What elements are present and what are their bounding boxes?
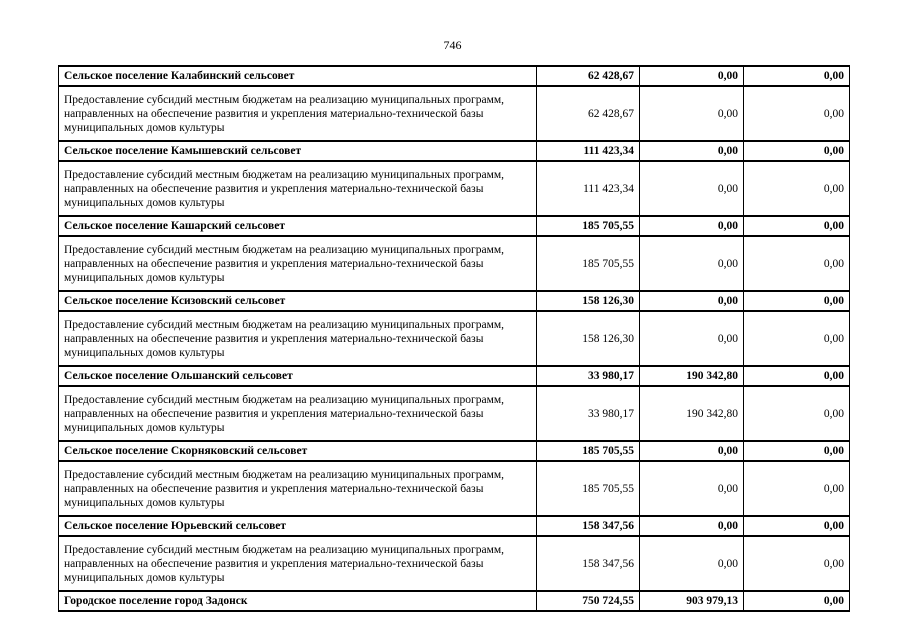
amount-year-1: 158 347,56 [537,536,640,591]
subsidy-row [59,311,850,366]
amount-year-3: 0,00 [744,536,850,591]
subsidy-row [59,461,850,516]
settlement-name: Сельское поселение Кашарский сельсовет [59,216,537,236]
settlement-name: Сельское поселение Ольшанский сельсовет [59,366,537,386]
subsidy-description: Предоставление субсидий местным бюджетам на реализацию муниципальных программ, направленных на обеспечение развития и укрепления материально-технической базы муниципальных домов культуры [59,161,537,216]
amount-year-3: 0,00 [744,386,850,441]
settlement-row [59,591,850,611]
amount-year-1: 750 724,55 [537,591,640,611]
subsidy-description: Предоставление субсидий местным бюджетам на реализацию муниципальных программ, направленных на обеспечение развития и укрепления материально-технической базы муниципальных домов культуры [59,86,537,141]
subsidy-description: Предоставление субсидий местным бюджетам на реализацию муниципальных программ, направленных на обеспечение развития и укрепления материально-технической базы муниципальных домов культуры [59,461,537,516]
amount-year-2: 190 342,80 [640,366,744,386]
page-number: 746 [443,38,462,52]
amount-year-2: 0,00 [640,236,744,291]
subsidy-description: Предоставление субсидий местным бюджетам на реализацию муниципальных программ, направленных на обеспечение развития и укрепления материально-технической базы муниципальных домов культуры [59,236,537,291]
amount-year-1: 185 705,55 [537,441,640,461]
amount-year-3: 0,00 [744,236,850,291]
settlement-name: Сельское поселение Скорняковский сельсовет [59,441,537,461]
settlement-row [59,66,850,86]
amount-year-1: 158 126,30 [537,311,640,366]
subsidy-description: Предоставление субсидий местным бюджетам на реализацию муниципальных программ, направленных на обеспечение развития и укрепления материально-технической базы муниципальных домов культуры [59,536,537,591]
amount-year-2: 0,00 [640,141,744,161]
amount-year-1: 158 126,30 [537,291,640,311]
amount-year-3: 0,00 [744,86,850,141]
settlement-name: Сельское поселение Юрьевский сельсовет [59,516,537,536]
amount-year-2: 0,00 [640,311,744,366]
subsidy-row [59,161,850,216]
subsidy-row [59,236,850,291]
amount-year-2: 903 979,13 [640,591,744,611]
settlement-row [59,516,850,536]
amount-year-2: 0,00 [640,216,744,236]
amount-year-2: 0,00 [640,441,744,461]
settlement-row [59,441,850,461]
amount-year-3: 0,00 [744,441,850,461]
amount-year-1: 185 705,55 [537,216,640,236]
amount-year-3: 0,00 [744,216,850,236]
amount-year-1: 111 423,34 [537,141,640,161]
settlement-row [59,366,850,386]
settlement-name: Сельское поселение Камышевский сельсовет [59,141,537,161]
amount-year-3: 0,00 [744,311,850,366]
amount-year-2: 0,00 [640,291,744,311]
subsidy-row [59,386,850,441]
amount-year-1: 33 980,17 [537,386,640,441]
settlement-row [59,141,850,161]
amount-year-2: 0,00 [640,516,744,536]
amount-year-2: 0,00 [640,66,744,86]
amount-year-1: 185 705,55 [537,236,640,291]
amount-year-3: 0,00 [744,591,850,611]
amount-year-3: 0,00 [744,141,850,161]
subsidy-description: Предоставление субсидий местным бюджетам на реализацию муниципальных программ, направленных на обеспечение развития и укрепления материально-технической базы муниципальных домов культуры [59,311,537,366]
subsidy-row [59,536,850,591]
amount-year-1: 158 347,56 [537,516,640,536]
amount-year-3: 0,00 [744,516,850,536]
settlement-name: Городское поселение город Задонск [59,591,537,611]
amount-year-1: 185 705,55 [537,461,640,516]
amount-year-3: 0,00 [744,366,850,386]
amount-year-3: 0,00 [744,161,850,216]
amount-year-1: 62 428,67 [537,66,640,86]
amount-year-1: 62 428,67 [537,86,640,141]
budget-table-body [59,66,850,611]
settlement-row [59,291,850,311]
amount-year-2: 0,00 [640,461,744,516]
amount-year-2: 0,00 [640,161,744,216]
amount-year-3: 0,00 [744,66,850,86]
settlement-name: Сельское поселение Ксизовский сельсовет [59,291,537,311]
settlement-row [59,216,850,236]
amount-year-2: 0,00 [640,86,744,141]
amount-year-2: 0,00 [640,536,744,591]
amount-year-2: 190 342,80 [640,386,744,441]
subsidy-row [59,86,850,141]
amount-year-3: 0,00 [744,461,850,516]
settlement-name: Сельское поселение Калабинский сельсовет [59,66,537,86]
amount-year-3: 0,00 [744,291,850,311]
budget-table [58,65,850,612]
amount-year-1: 111 423,34 [537,161,640,216]
subsidy-description: Предоставление субсидий местным бюджетам на реализацию муниципальных программ, направленных на обеспечение развития и укрепления материально-технической базы муниципальных домов культуры [59,386,537,441]
amount-year-1: 33 980,17 [537,366,640,386]
